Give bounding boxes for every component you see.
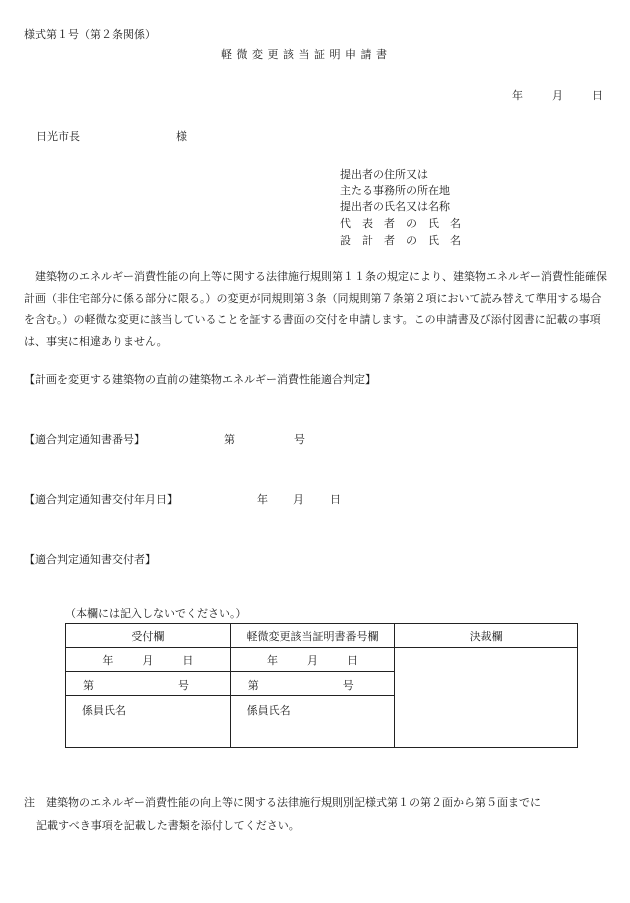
note-line-1 [24,794,541,810]
certificate-staff-label: 係員氏名 [246,704,291,717]
reception-date-day: 日 [182,653,194,667]
submitter-name-label: 提出者の氏名又は名称 [340,200,450,213]
certificate-number [230,672,395,696]
certificate-number-suffix: 号 [342,679,354,692]
reception-staff-label: 係員氏名 [82,704,126,717]
date-day: 日 [592,89,603,102]
certificate-staff [230,696,395,748]
note-label: 注 [24,796,35,809]
reception-header: 受付欄 [66,624,231,648]
note-text-2: 記載すべき事項を記載した書類を添付してください。 [36,819,300,832]
certificate-number-header: 軽微変更該当証明書番号欄 [230,624,395,648]
reception-number-prefix: 第 [83,679,94,692]
reception-number [66,672,231,696]
approval-cell [395,648,578,748]
certificate-date-year: 年 [267,653,279,667]
notice-date-year: 年 [257,493,268,506]
certificate-number-prefix: 第 [247,679,259,692]
reception-date-year: 年 [102,653,114,667]
note-text-1: 建築物のエネルギー消費性能の向上等に関する法律施行規則別記様式第１の第２面から第５面までに [46,796,541,809]
submitter-address-label: 提出者の住所又は [340,168,428,181]
office-use-caption: （本欄には記入しないでください。） [65,607,247,620]
addressee-name: 日光市長 [36,130,80,143]
application-date [512,87,603,103]
reception-date [66,648,231,672]
reception-staff [66,696,231,748]
form-title: 軽微変更該当証明申請書 [221,48,392,61]
notice-date-label: 【適合判定通知書交付年月日】 [24,493,178,506]
representative-name-label: 代 表 者 の 氏 名 [340,217,461,230]
application-statement: 建築物のエネルギー消費性能の向上等に関する法律施行規則第１１条の規定により、建築物エネルギー消費性能確保計画（非住宅部分に係る部分に限る。）の変更が同規則第３条（同規則第７条第２項において読み替えて準用する場合を含む。）の軽微な変更に該当していることを証する書面の交付を申請します。この申請書及び添付図書に記載の事項は、事実に相違ありません。 [24,270,607,348]
approval-header: 決裁欄 [395,624,578,648]
issuer-label: 【適合判定通知書交付者】 [24,553,156,566]
certificate-date-day: 日 [347,653,359,667]
notice-number-suffix: 号 [294,433,305,446]
notice-number-prefix: 第 [224,433,235,446]
date-year: 年 [512,89,523,102]
plan-heading: 【計画を変更する建築物の直前の建築物エネルギー消費性能適合判定】 [24,373,376,386]
date-month: 月 [552,89,563,102]
notice-date-month: 月 [293,493,304,506]
reception-number-suffix: 号 [178,679,189,692]
reception-date-month: 月 [142,653,154,667]
certificate-date [230,648,395,672]
form-number: 様式第１号（第２条関係） [24,28,156,41]
office-use-table [65,623,578,748]
notice-date-day: 日 [330,493,341,506]
designer-name-label: 設 計 者 の 氏 名 [340,234,461,247]
notice-number-label: 【適合判定通知書番号】 [24,433,145,446]
addressee-honorific: 様 [176,130,187,143]
certificate-date-month: 月 [307,653,319,667]
submitter-office-label: 主たる事務所の所在地 [340,184,450,197]
